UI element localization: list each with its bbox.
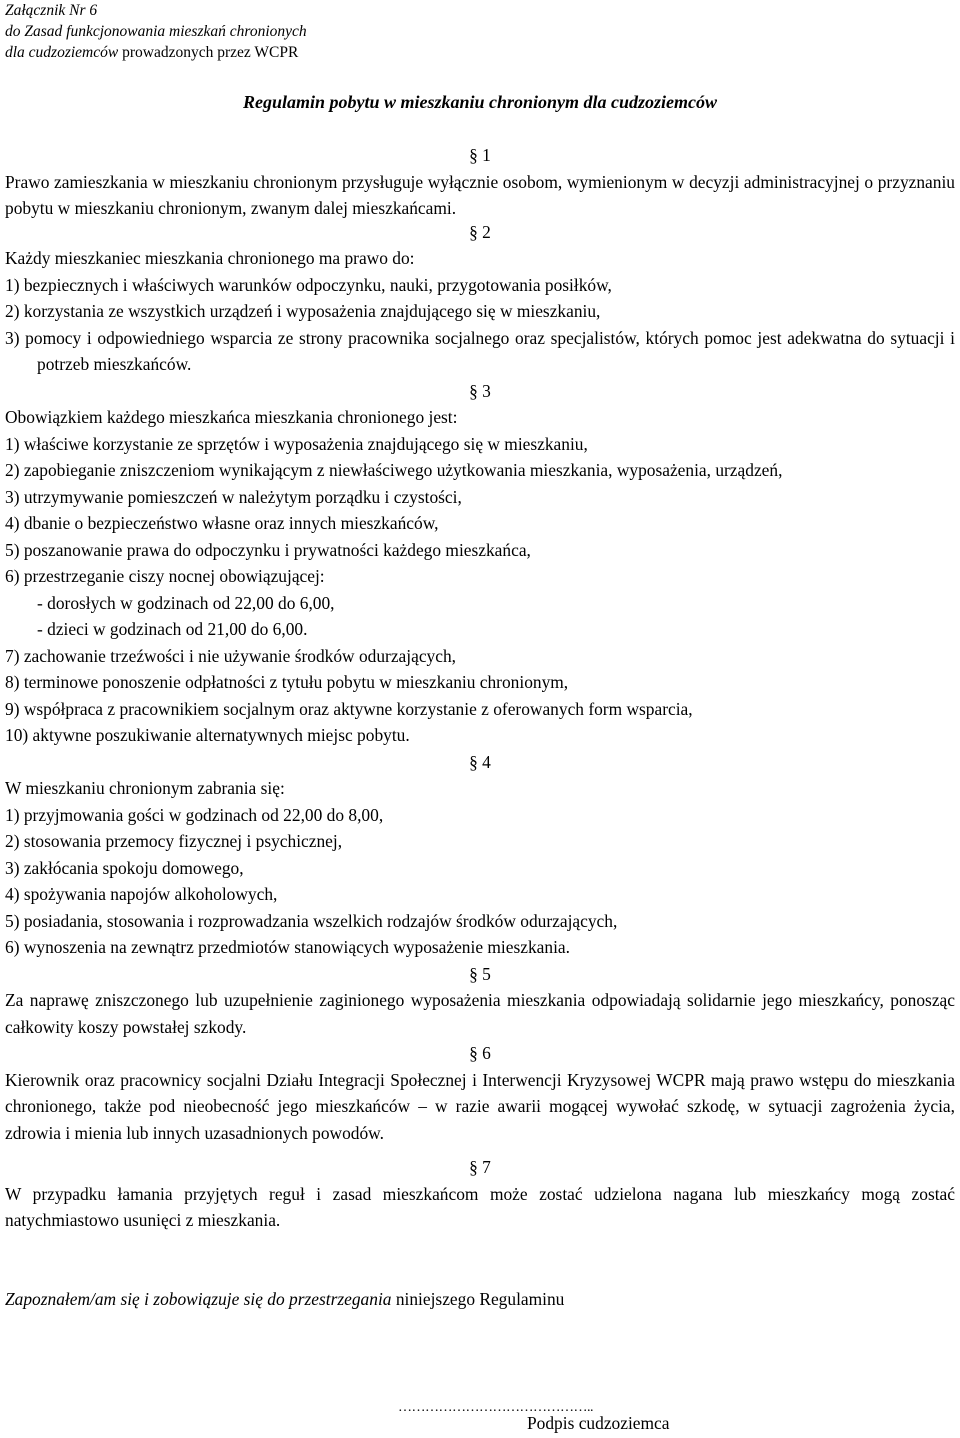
list-item: 2) korzystania ze wszystkich urządzeń i wyposażenia znajdującego się w mieszkaniu, xyxy=(5,301,601,321)
list-item: - dzieci w godzinach od 21,00 do 6,00. xyxy=(37,619,308,639)
consent-rest: niniejszego Regulaminu xyxy=(391,1289,565,1309)
document-title: Regulamin pobytu w mieszkaniu chronionym dla cudzoziemców xyxy=(242,92,718,112)
list-item: 1) przyjmowania gości w godzinach od 22,00 do 8,00, xyxy=(5,804,384,825)
section-4-list xyxy=(5,802,955,961)
section-2-intro: Każdy mieszkaniec mieszkania chronionego ma prawo do: xyxy=(5,248,415,268)
section-4-intro: W mieszkaniu chronionym zabrania się: xyxy=(5,778,285,798)
header-line-3 xyxy=(5,42,307,63)
list-item: 6) wynoszenia na zewnątrz przedmiotów stanowiących wyposażenie mieszkania. xyxy=(5,937,570,957)
header-line-1: Załącznik Nr 6 xyxy=(5,2,98,19)
section-1-heading: § 1 xyxy=(469,145,491,165)
section-6-heading: § 6 xyxy=(469,1043,491,1063)
section-2-list xyxy=(5,272,955,378)
consent-statement xyxy=(5,1286,564,1313)
consent-italic: Zapoznałem/am się i zobowiązuje się do przestrzegania xyxy=(5,1289,392,1309)
list-item: 10) aktywne poszukiwanie alternatywnych miejsc pobytu. xyxy=(5,725,410,745)
signature-label: Podpis cudzoziemca xyxy=(527,1413,670,1433)
list-item: 7) zachowanie trzeźwości i nie używanie środków odurzających, xyxy=(5,645,456,666)
list-item: - dorosłych w godzinach od 22,00 do 6,00, xyxy=(37,592,335,613)
regulation-body xyxy=(5,142,955,1234)
section-4-heading: § 4 xyxy=(469,751,491,772)
section-7-text: W przypadku łamania przyjętych reguł i zasad mieszkańcom może zostać udzielona nagana lub mieszkańcy mogą zostać natychmiastowo usunięci z mieszkania. xyxy=(5,1183,955,1230)
section-6-text: Kierownik oraz pracownicy socjalni Działu Integracji Społecznej i Interwencji Kryzysowej WCPR mają prawo wstępu do mieszkania chronionego, także pod nieobecność jego mieszkańców – w razie awarii mogącej wywołać szkodę, w sytuacji zagrożenia życia, zdrowia i mienia lub innych uzasadnionych powodów. xyxy=(5,1069,955,1143)
section-3-sublist xyxy=(5,590,955,643)
section-1-text: Prawo zamieszkania w mieszkaniu chronionym przysługuje wyłącznie osobom, wymienionym w decyzji administracyjnej o przyznaniu pobytu w mieszkaniu chronionym, zwanym dalej mieszkańcami. xyxy=(5,171,955,218)
list-item: 3) pomocy i odpowiedniego wsparcia ze strony pracownika socjalnego oraz specjalistów, których pomoc jest adekwatna do sytuacji i potrzeb mieszkańców. xyxy=(5,327,955,374)
section-5-text: Za naprawę zniszczonego lub uzupełnienie zaginionego wyposażenia mieszkania odpowiadają solidarnie jego mieszkańcy, ponosząc całkowity koszy powstałej szkody. xyxy=(5,990,955,1037)
list-item: 1) właściwe korzystanie ze sprzętów i wyposażenia znajdującego się w mieszkaniu, xyxy=(5,433,588,454)
signature-line: …………………………………….. xyxy=(398,1400,593,1415)
list-item: 5) poszanowanie prawa do odpoczynku i prywatności każdego mieszkańca, xyxy=(5,539,531,560)
section-7-heading: § 7 xyxy=(469,1157,491,1177)
list-item: 4) dbanie o bezpieczeństwo własne oraz innych mieszkańców, xyxy=(5,513,439,533)
section-5-heading: § 5 xyxy=(469,963,491,984)
section-3-heading: § 3 xyxy=(469,380,491,401)
attachment-header xyxy=(5,0,307,63)
list-item: 4) spożywania napojów alkoholowych, xyxy=(5,884,278,904)
list-item: 2) stosowania przemocy fizycznej i psychicznej, xyxy=(5,831,343,851)
list-item: 2) zapobieganie zniszczeniom wynikającym z niewłaściwego użytkowania mieszkania, wyposażenia, urządzeń, xyxy=(5,460,783,480)
section-3-intro: Obowiązkiem każdego mieszkańca mieszkania chronionego jest: xyxy=(5,407,458,427)
header-line-2: do Zasad funkcjonowania mieszkań chronionych xyxy=(5,23,307,40)
header-line-3-rest: prowadzonych przez WCPR xyxy=(118,44,299,61)
list-item: 1) bezpiecznych i właściwych warunków odpoczynku, nauki, przygotowania posiłków, xyxy=(5,274,612,295)
section-3-list xyxy=(5,431,955,590)
list-item: 9) współpraca z pracownikiem socjalnym oraz aktywne korzystanie z oferowanych form wsparcia, xyxy=(5,698,693,719)
list-item: 6) przestrzeganie ciszy nocnej obowiązującej: xyxy=(5,566,325,586)
list-item: 8) terminowe ponoszenie odpłatności z tytułu pobytu w mieszkaniu chronionym, xyxy=(5,672,569,692)
header-line-3-italic: dla cudzoziemców xyxy=(5,44,119,61)
section-2-heading: § 2 xyxy=(469,221,491,242)
list-item: 3) utrzymywanie pomieszczeń w należytym porządku i czystości, xyxy=(5,486,462,507)
section-3-list-continued xyxy=(5,643,955,749)
list-item: 3) zakłócania spokoju domowego, xyxy=(5,857,244,878)
list-item: 5) posiadania, stosowania i rozprowadzania wszelkich rodzajów środków odurzających, xyxy=(5,910,618,931)
